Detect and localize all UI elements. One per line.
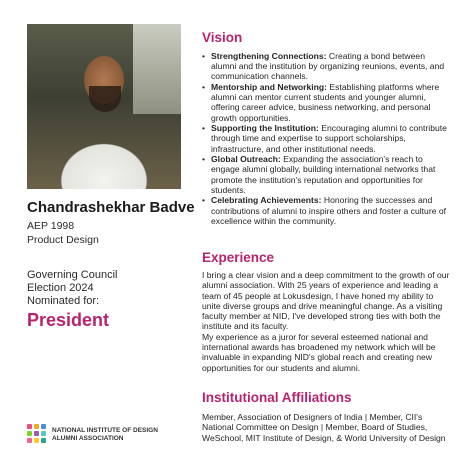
- vision-item-text: Encouraging alumni to contribute through time and expertise to support scholarships, infrastructure, and other institutional needs.: [211, 123, 447, 154]
- profile-photo: [27, 24, 181, 189]
- candidate-name: Chandrashekhar Badve: [27, 199, 195, 216]
- vision-item-text: Establishing platforms where alumni can mentor current students and younger alumni, offering career advice, business networking, and personal growth opportunities.: [211, 82, 440, 123]
- vision-list: [202, 51, 450, 226]
- nomination-election: Election 2024: [27, 282, 94, 294]
- nomination-position: President: [27, 310, 110, 330]
- photo-beard: [89, 86, 121, 112]
- vision-item-title: Mentorship and Networking:: [211, 82, 328, 92]
- vision-item-title: Strengthening Connections:: [211, 51, 327, 61]
- vision-item-title: Celebrating Achievements:: [211, 195, 322, 206]
- experience-paragraph: My experience as a juror for several esteemed national and international awards has broadened my network which will be invaluable in expanding NID's global reach and creating new opportunities for our students and alumni.: [202, 331, 436, 373]
- experience-paragraph: I bring a clear vision and a deep commitment to the growth of our alumni association. With 25 years of experience and leading a team of 45 people at Lokusdesign, I have honed my ability to unite diverse groups and drive meaningful change. As a visiting faculty member at NID, I've developed strong ties with both the institute and its faculty.: [202, 270, 450, 332]
- photo-background-window: [133, 24, 181, 114]
- vision-item-text: Creating a bond between alumni and the institution by organizing reunions, events, and communication channels.: [211, 51, 445, 82]
- logo-line-2: ALUMNI ASSOCIATION: [52, 434, 124, 442]
- vision-item: [202, 82, 450, 123]
- affiliations-heading: Institutional Affiliations: [202, 390, 352, 405]
- vision-item-title: Global Outreach:: [211, 154, 281, 165]
- vision-item-text: Expanding the association's reach to engage alumni globally, building international networks that promote the institution's reputation and opportunities for students.: [211, 154, 436, 195]
- vision-item-text: Honoring the successes and contributions of alumni to inspire others and foster a culture of excellence within the community.: [211, 195, 447, 226]
- vision-item: [202, 123, 450, 154]
- vision-heading: Vision: [202, 30, 243, 45]
- vision-item: [202, 195, 450, 226]
- experience-text: [202, 270, 452, 373]
- vision-item: [202, 154, 450, 195]
- experience-heading: Experience: [202, 250, 275, 265]
- vision-item: [202, 51, 450, 82]
- nid-logo-icon: [27, 424, 47, 444]
- candidate-batch: AEP 1998: [27, 220, 75, 232]
- nomination-label: Nominated for:: [27, 295, 100, 307]
- affiliations-text: Member, Association of Designers of India | Member, CII's National Committee on Design | Member, Board of Studies, WeSchool, MIT Institute of Design, & World University of Design: [202, 412, 446, 443]
- logo-text: [52, 427, 158, 442]
- vision-item-title: Supporting the Institution:: [211, 123, 319, 134]
- nomination-council: Governing Council: [27, 269, 118, 281]
- candidate-discipline: Product Design: [27, 234, 99, 246]
- logo-line-1: NATIONAL INSTITUTE OF DESIGN: [52, 427, 158, 434]
